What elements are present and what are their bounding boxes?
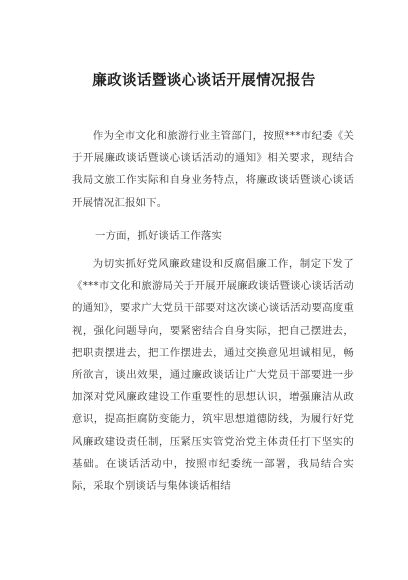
intro-paragraph: 作为全市文化和旅游行业主管部门，按照***市纪委《关于开展廉政谈话暨谈心谈话活动的通知》相关要求，现结合我局文旅工作实际和自身业务特点，将廉政谈话暨谈心谈话开展情况汇报如下。 [72,130,354,209]
section-heading: 一方面，抓好谈话工作落实 [95,230,223,242]
body-paragraph: 为切实抓好党风廉政建设和反腐倡廉工作，制定下发了《***市文化和旅游局关于开展开展廉政谈话暨谈心谈话活动的通知》，要求广大党员干部要对这次谈心谈话活动要高度重视，强化问题导向，要紧密结合自身实际，把自己摆进去，把职责摆进去，把工作摆进去，通过交换意见坦诚相见，畅所欲言，谈出效果，通过廉政谈话让广大党员干部要进一步加深对党风廉政建设工作重要性的思想认识，增强廉洁从政意识，提高拒腐防变能力，筑牢思想道德防线，为履行好党风廉政建设责任制，压紧压实管党治党主体责任打下坚实的基础。在谈话活动中，按照市纪委统一部署，我局结合实际，采取个别谈话与集体谈话相结 [72,258,354,493]
document-title: 廉政谈话暨谈心谈话开展情况报告 [92,73,316,89]
